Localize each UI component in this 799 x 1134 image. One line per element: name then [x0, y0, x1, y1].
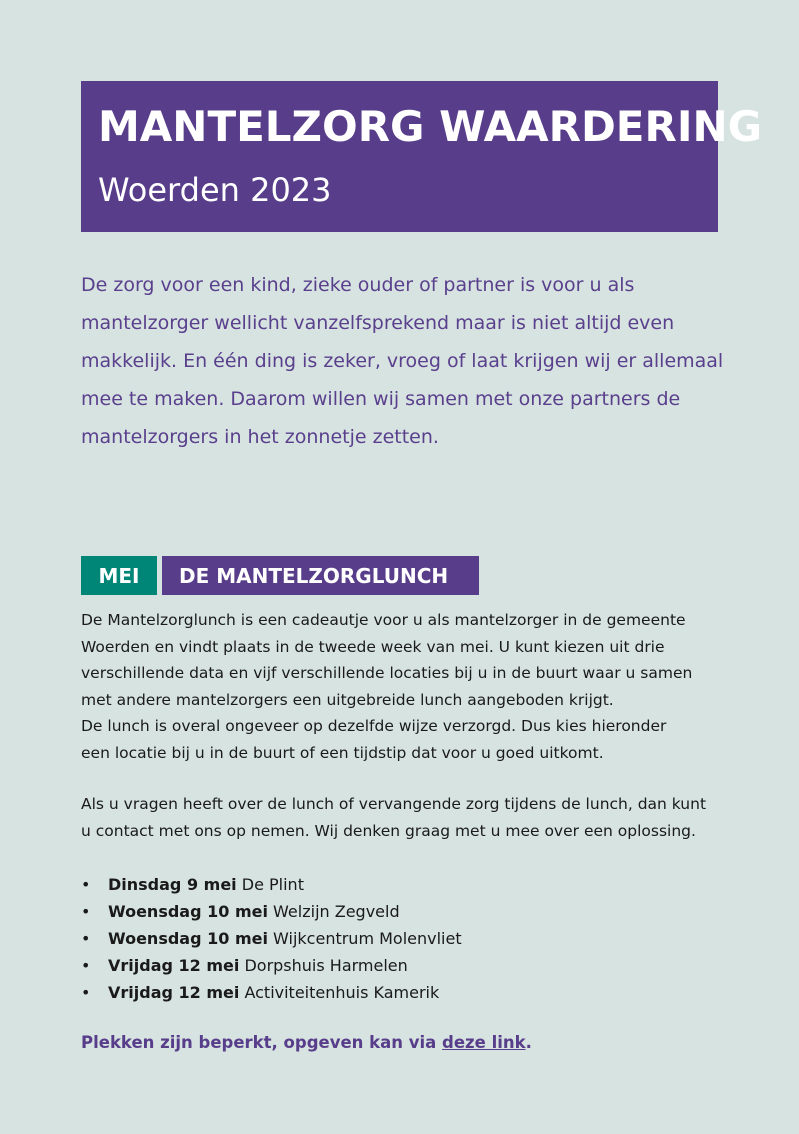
intro-text	[81, 266, 724, 456]
list-item	[81, 952, 462, 979]
list-item	[81, 898, 462, 925]
bullet-icon: •	[81, 875, 91, 894]
section-title: DE MANTELZORGLUNCH	[162, 556, 479, 595]
page-title: MANTELZORG WAARDERING	[98, 102, 763, 151]
event-location: Welzijn Zegveld	[273, 902, 400, 921]
bullet-icon: •	[81, 956, 91, 975]
paragraph-line: een locatie bij u in de buurt of een tijdstip dat voor u goed uitkomt.	[81, 743, 604, 762]
intro-line: mantelzorger wellicht vanzelfsprekend maar is niet altijd even	[81, 312, 675, 334]
paragraph-line: met andere mantelzorgers een uitgebreide lunch aangeboden krijgt.	[81, 690, 614, 709]
event-location: Wijkcentrum Molenvliet	[273, 929, 462, 948]
paragraph-line: De Mantelzorglunch is een cadeautje voor u als mantelzorger in de gemeente	[81, 611, 686, 629]
bullet-icon: •	[81, 929, 91, 948]
header-banner	[81, 81, 763, 232]
description-paragraph	[81, 607, 731, 766]
paragraph-line: De lunch is overal ongeveer op dezelfde wijze verzorgd. Dus kies hieronder	[81, 717, 667, 735]
paragraph-line: verschillende data en vijf verschillende locaties bij u in de buurt waar u samen	[81, 664, 693, 682]
event-list	[81, 871, 462, 1006]
intro-line: De zorg voor een kind, zieke ouder of partner is voor u als	[81, 274, 635, 296]
event-location: De Plint	[241, 875, 304, 894]
intro-line: mee te maken. Daarom willen wij samen met onze partners de	[81, 388, 681, 410]
event-date: Vrijdag 12 mei	[108, 983, 240, 1002]
signup-link[interactable]: deze link	[442, 1033, 526, 1052]
bullet-icon: •	[81, 902, 91, 921]
paragraph-line: Woerden en vindt plaats in de tweede week van mei. U kunt kiezen uit drie	[81, 637, 665, 656]
signup-end: .	[525, 1033, 532, 1052]
bullet-icon: •	[81, 983, 91, 1002]
event-date: Dinsdag 9 mei	[108, 875, 237, 894]
event-date: Vrijdag 12 mei	[108, 956, 240, 975]
contact-paragraph	[81, 791, 731, 844]
month-tag: MEI	[81, 556, 157, 595]
list-item	[81, 979, 462, 1006]
event-location: Dorpshuis Harmelen	[244, 956, 408, 975]
event-date: Woensdag 10 mei	[108, 929, 268, 948]
list-item	[81, 925, 462, 952]
paragraph-line: u contact met ons op nemen. Wij denken graag met u mee over een oplossing.	[81, 821, 696, 840]
signup-note	[81, 1033, 532, 1052]
event-location: Activiteitenhuis Kamerik	[244, 983, 440, 1002]
page-subtitle: Woerden 2023	[98, 171, 332, 209]
list-item	[81, 871, 462, 898]
intro-line: makkelijk. En één ding is zeker, vroeg of laat krijgen wij er allemaal	[81, 350, 724, 372]
paragraph-line: Als u vragen heeft over de lunch of vervangende zorg tijdens de lunch, dan kunt	[81, 795, 707, 813]
intro-line: mantelzorgers in het zonnetje zetten.	[81, 426, 439, 448]
signup-text: Plekken zijn beperkt, opgeven kan via	[81, 1033, 437, 1052]
event-date: Woensdag 10 mei	[108, 902, 268, 921]
